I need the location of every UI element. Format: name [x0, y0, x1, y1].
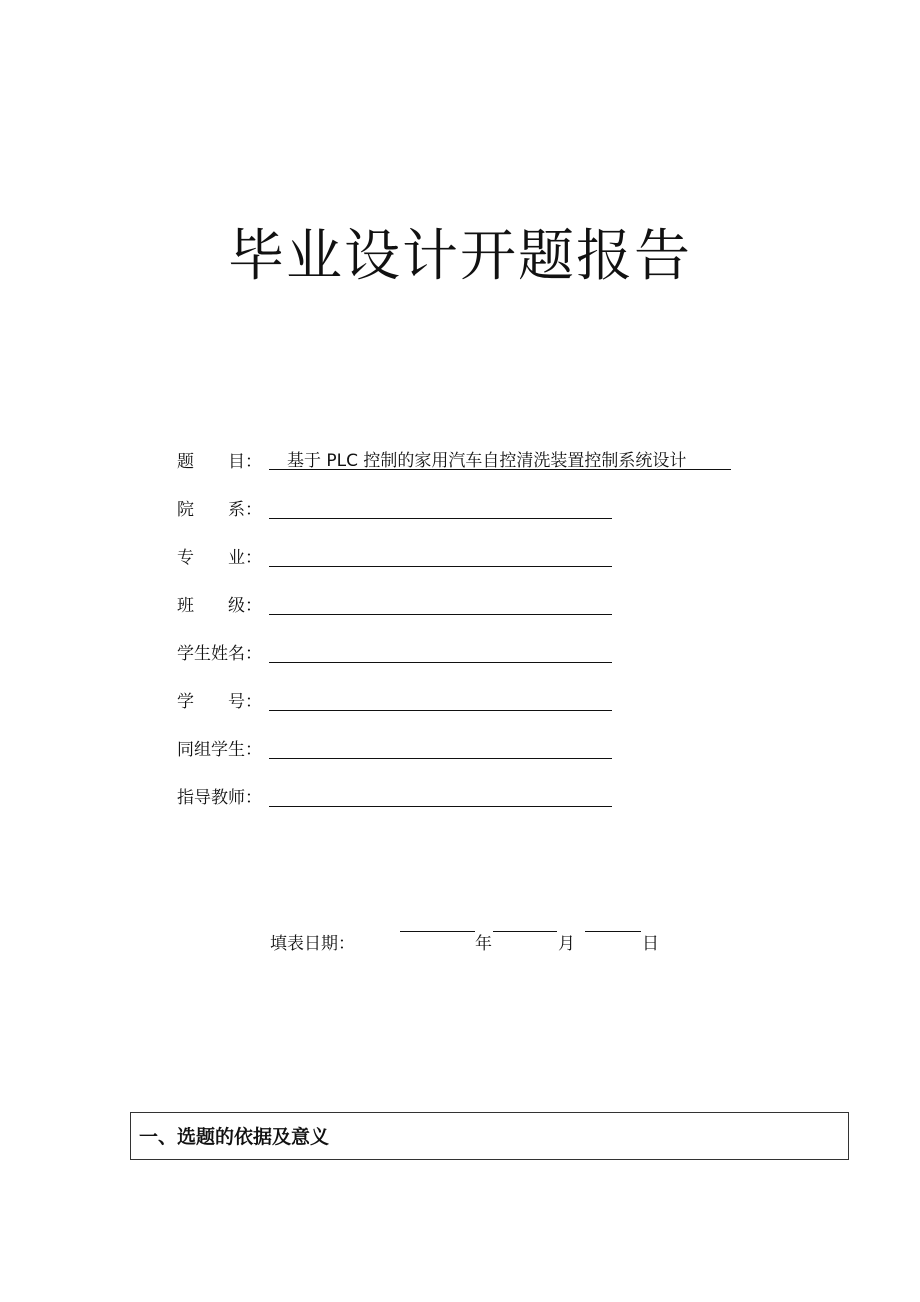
field-advisor-line[interactable] — [269, 806, 612, 807]
year-unit: 年 — [475, 934, 492, 954]
section-box — [130, 1112, 849, 1160]
document-title: 毕业设计开题报告 — [228, 224, 692, 289]
day-blank[interactable] — [585, 931, 641, 932]
field-topic-value[interactable]: 基于 PLC 控制的家用汽车自控清洗装置控制系统设计 — [269, 449, 731, 470]
section-heading: 一、选题的依据及意义 — [139, 1126, 330, 1148]
fill-date-label: 填表日期： — [270, 934, 355, 954]
field-student-id-label: 学 号： — [177, 692, 262, 712]
month-blank[interactable] — [493, 931, 557, 932]
field-class-label: 班 级： — [177, 596, 262, 616]
field-advisor-label: 指导教师： — [177, 788, 262, 808]
field-group-members-label: 同组学生： — [177, 740, 262, 760]
field-class-line[interactable] — [269, 614, 612, 615]
field-student-id-line[interactable] — [269, 710, 612, 711]
field-topic-label: 题 目： — [177, 452, 262, 472]
day-unit: 日 — [642, 934, 659, 954]
year-blank[interactable] — [400, 931, 475, 932]
field-major-label: 专 业： — [177, 548, 262, 568]
field-department-line[interactable] — [269, 518, 612, 519]
field-major-line[interactable] — [269, 566, 612, 567]
field-student-name-label: 学生姓名： — [177, 644, 262, 664]
field-student-name-line[interactable] — [269, 662, 612, 663]
month-unit: 月 — [558, 934, 575, 954]
field-group-members-line[interactable] — [269, 758, 612, 759]
field-department-label: 院 系： — [177, 500, 262, 520]
